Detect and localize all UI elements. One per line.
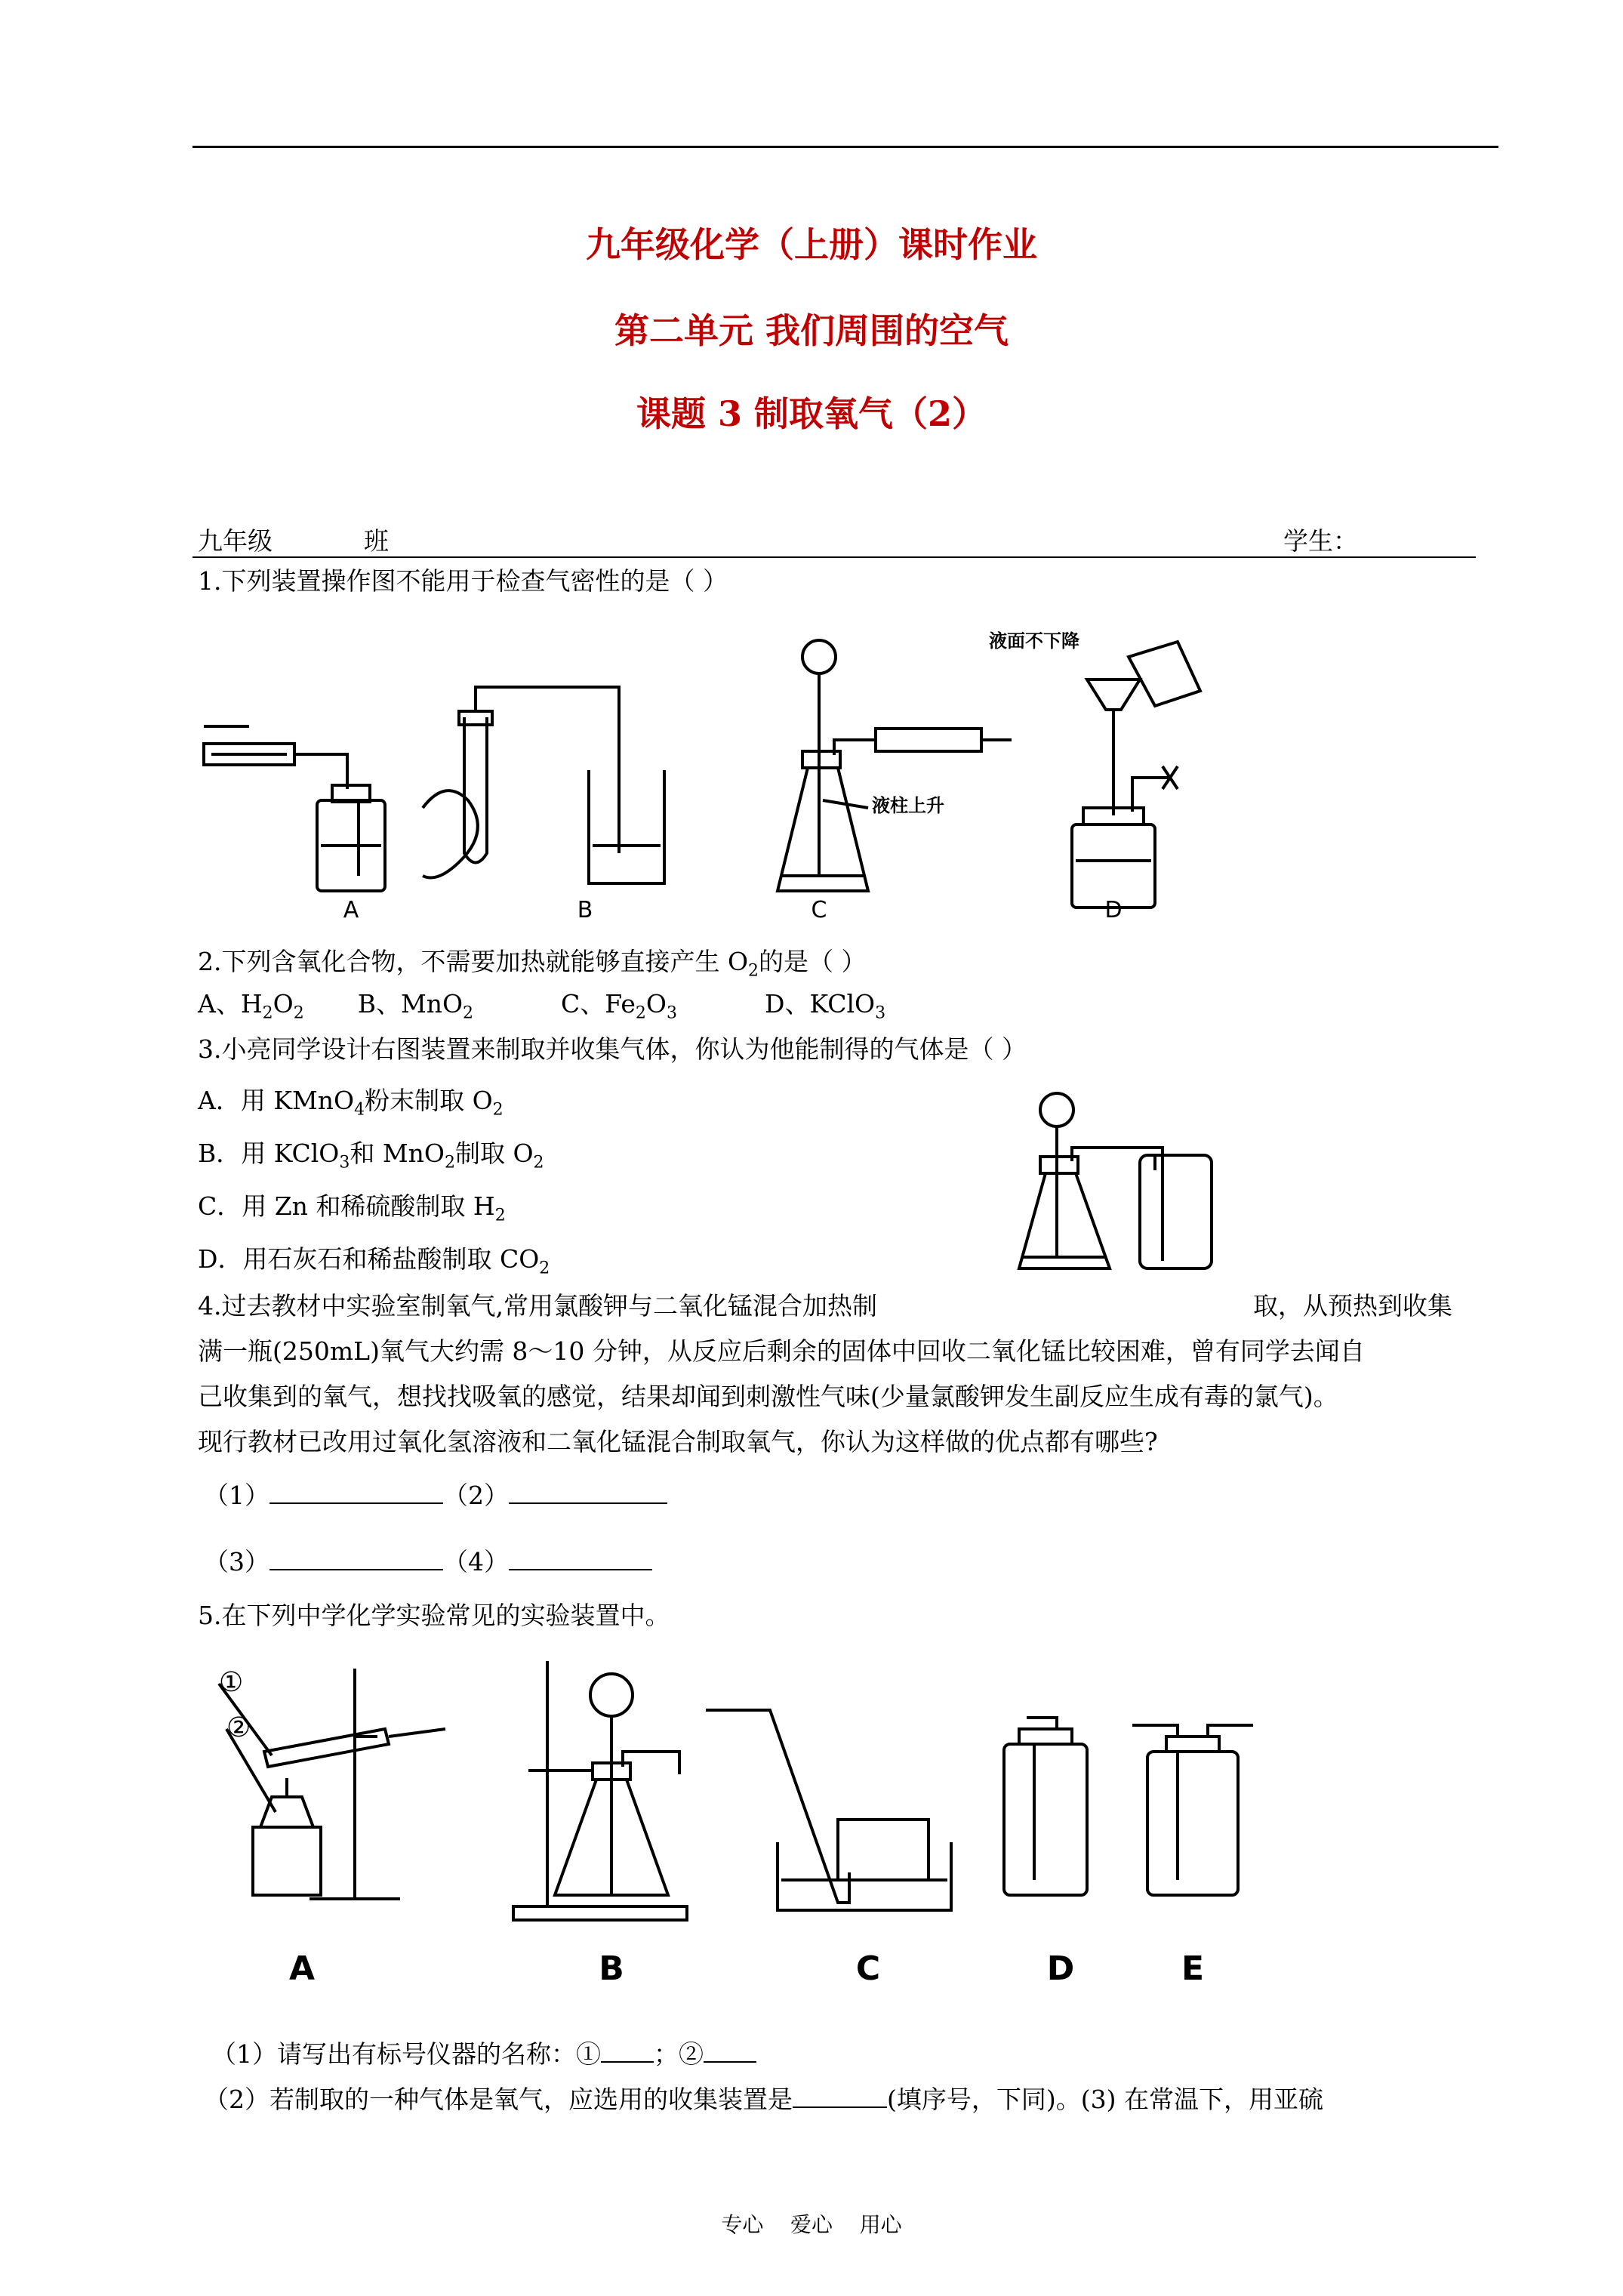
- q1-text: 1.下列装置操作图不能用于检查气密性的是（ ）: [198, 566, 728, 596]
- class-label: 班: [364, 526, 389, 556]
- q5-text: 5.在下列中学化学实验常见的实验装置中。: [198, 1601, 670, 1630]
- q5-label-e: E: [1181, 1949, 1205, 1988]
- lesson-title: 课题 3 制取氧气（2）: [636, 393, 987, 434]
- q3-option-a: A．用 KMnO$_4$粉末制取 $O_2$: [198, 1086, 504, 1120]
- q1-label-c: C: [811, 897, 827, 923]
- q1-apparatus-c: [778, 640, 1012, 891]
- student-label: 学生：: [1283, 526, 1358, 556]
- q1-label-b: B: [577, 897, 593, 923]
- page-title: 九年级化学（上册）课时作业: [586, 224, 1037, 265]
- q5-blank-1[interactable]: [601, 2039, 654, 2063]
- q4-line2: 满一瓶(250mL)氧气大约需 8～10 分钟，从反应后剩余的固体中回收二氧化锰比较困难，曾有同学去闻自: [198, 1336, 1365, 1366]
- q3-text: 3.小亮同学设计右图装置来制取并收集气体，你认为他能制得的气体是（ ）: [198, 1034, 1027, 1064]
- q5-sub1: （1）请写出有标号仪器的名称：① ；②: [211, 2039, 756, 2069]
- q5-sub2: （2）若制取的一种气体是氧气，应选用的收集装置是 (填序号，下同)。(3) 在常温下，用亚硫: [204, 2085, 1323, 2114]
- q5-label-b: B: [599, 1949, 624, 1988]
- student-line-rule: [192, 556, 1476, 558]
- q1-apparatus-b: [423, 687, 664, 883]
- q3-apparatus-figure: [1004, 1087, 1230, 1280]
- q2-option-b: B、MnO$_2$: [357, 989, 474, 1023]
- q1-annotation-d: 液面不下降: [989, 630, 1079, 652]
- q4-blank-2[interactable]: [509, 1480, 667, 1504]
- grade-label: 九年级: [198, 526, 273, 556]
- q3-option-c: C．用 Zn 和稀硫酸制取 $H_2$: [198, 1191, 506, 1225]
- q4-blank-3[interactable]: [269, 1546, 443, 1570]
- q5-apparatus-c: [706, 1710, 951, 1910]
- q2-option-d: D、KClO$_3$: [764, 989, 886, 1023]
- q2-option-a: A、$H_2O_2$: [198, 989, 304, 1023]
- q5-mark-2: ②: [226, 1712, 251, 1743]
- q1-label-d: D: [1104, 897, 1123, 923]
- q5-label-a: A: [288, 1949, 316, 1988]
- q1-annotation-c: 液柱上升: [872, 795, 944, 816]
- q3-option-d: D．用石灰石和稀盐酸制取 $CO_2$: [198, 1244, 550, 1278]
- header-rule: [192, 146, 1498, 148]
- q4-blanks-1-2: （1） （2）: [204, 1480, 667, 1511]
- unit-title: 第二单元 我们周围的空气: [614, 310, 1009, 351]
- q2-option-c: C、$Fe_2O_3$: [561, 989, 677, 1023]
- q1-figure: [196, 627, 1253, 921]
- q5-blank-2[interactable]: [704, 2039, 756, 2063]
- q4-line3: 己收集到的氧气，想找找吸氧的感觉，结果却闻到刺激性气味(少量氯酸钾发生副反应生成有毒的氯气)。: [198, 1382, 1338, 1411]
- q4-blank-1[interactable]: [269, 1480, 443, 1504]
- q5-apparatus-b: [513, 1661, 687, 1920]
- q5-label-d: D: [1046, 1949, 1075, 1988]
- q3-option-b: B．用 KClO$_3$和 MnO$_2$制取 $O_2$: [198, 1139, 544, 1173]
- q5-blank-3[interactable]: [793, 2084, 887, 2108]
- q1-apparatus-d: [1072, 642, 1200, 908]
- q5-apparatus-e: [1132, 1725, 1253, 1895]
- q4-line1b: 取，从预热到收集: [1253, 1291, 1452, 1321]
- q1-label-a: A: [343, 897, 359, 923]
- q1-apparatus-a: [204, 726, 385, 891]
- q2-options: [198, 989, 885, 1029]
- q5-figure: [196, 1653, 1283, 1986]
- q5-label-c: C: [855, 1949, 881, 1988]
- q5-apparatus-d: [1004, 1718, 1087, 1895]
- q4-line1a: 4.过去教材中实验室制氧气,常用氯酸钾与二氧化锰混合加热制: [198, 1291, 877, 1321]
- q2-text: 2.下列含氧化合物，不需要加热就能够直接产生 $O_2$的是（ ）: [198, 947, 867, 981]
- q5-apparatus-a: [219, 1669, 445, 1899]
- q4-blanks-3-4: （3） （4）: [204, 1546, 652, 1577]
- page-footer: 专心 爱心 用心: [721, 2212, 902, 2237]
- q4-line4: 现行教材已改用过氧化氢溶液和二氧化锰混合制取氧气，你认为这样做的优点都有哪些?: [198, 1427, 1158, 1456]
- q4-blank-4[interactable]: [509, 1546, 652, 1570]
- q5-mark-1: ①: [219, 1667, 244, 1698]
